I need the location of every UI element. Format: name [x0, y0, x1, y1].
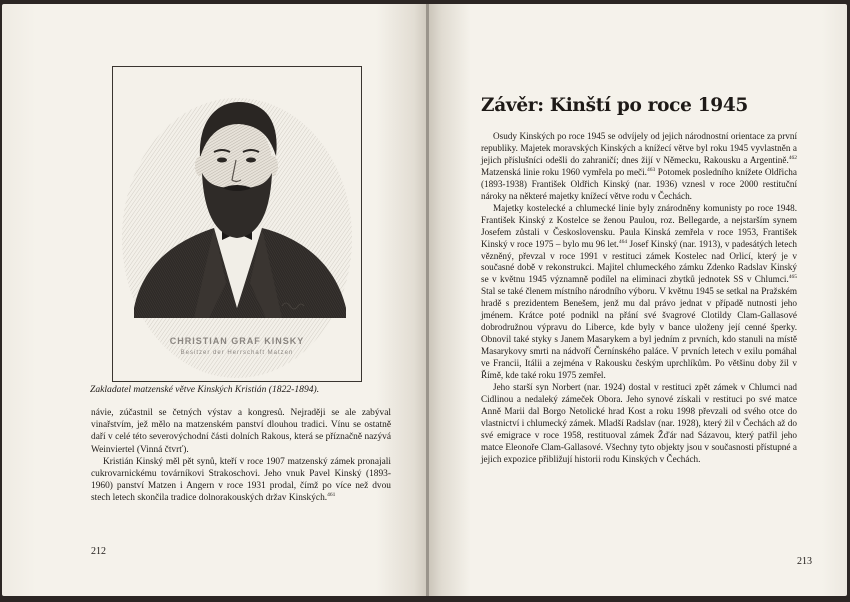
right-page [429, 4, 847, 596]
paragraph-text: Stal se také členem místního národního výboru. V květnu 1945 se setkal na Pražském hradě s prezidentem Benešem, jenž mu dal právo jednat v případě nutnosti jeho jménem. Krátce poté podnikl na přání své švagrové Clotildy Clam-Gallasové dobrodružnou výpravu do Liberce, kde byly v bance uloženy její cenné šperky. Obnovil také styky s Janem Masarykem a byl jedním z prvních, kdo stanuli na místě Masarykovy smrti na nádvoří Černínského paláce. V prvních letech v exilu pomáhal ve Francii, Itálii a zejména v Rakousku českým uprchlíkům. Po většinu doby žil v Římě, kde také roku 1975 zemřel. [481, 286, 797, 381]
footnote-ref: 463 [646, 166, 656, 173]
paragraph-text: Osudy Kinských po roce 1945 se odvíjely od jejich národnostní orientace za první republiky. Majetek moravských Kinských a knížecí větve byl roku 1945 vyvlastněn a jejich příslušníci odešli do zahraničí; dnes žijí v Německu, Rakousku a Argentině. [481, 131, 797, 165]
footnote-ref: 461 [327, 492, 336, 499]
paragraph-text: Potomek posledního knížete Oldřicha (1893-1938) František Oldřich Kinský (nar. 1936) vznesl v roce 2000 restituční nároky na některé majetky knížecí větve rodu v Čechách. [481, 166, 797, 201]
portrait-engraving [114, 68, 360, 380]
paragraph-text: Josef Kinský (nar. 1913), v padesátých letech vězněný, převzal v roce 1991 v restituci zámek Kostelec nad Orlicí, který je v současné době v rekonstrukci. Majitel chlumeckého zámku Zdenko Radslav Kinský se v květnu 1945 významně podílel na eliminaci zbytků jednotek SS v Chlumci. [481, 238, 797, 285]
figure-caption: Zakladatel matzenské větve Kinských Kristián (1822-1894). [90, 384, 320, 395]
paragraph-text: Jeho starší syn Norbert (nar. 1924) dostal v restituci zpět zámek v Chlumci nad Cidlinou a nedaleký zámeček Obora. Jeho synové získali v restituci po své matce Anně Marii dal Borgo Netolické hrad Kost a roku 1998 převzali od svého otce do vlastnictví i chlumecký zámek. Mladší Radslav (nar. 1928), který žil v Čechách až do své emigrace v roce 1958, restituoval zámek Žďár nad Sázavou, který patřil jeho matce Eleonoře Clam-Gallasové. Všechny tyto objekty jsou v současnosti přístupné a jejich expozice přibližují historii rodu Kinských v Čechách. [481, 382, 797, 464]
paragraph: Kristián Kinský měl pět synů, kteří v roce 1907 matzenský zámek pronajali cukrovarnickému továrníkovi Strakoschovi. Jeho vnuk Pavel Kinský (1893-1960) panství Matzen i Angern v roce 1931 prodal, čímž po více než dvou stech letech skončila tradice dolnorakouských držav Kinských.$^{461}$ [91, 456, 391, 504]
portrait-stamp-subtitle: Besitzer der Herrschaft Matzen [180, 350, 294, 356]
paragraph: návie, zúčastnil se četných výstav a kongresů. Nejraději se ale zabýval vinařstvím, jež mělo na matzenském panství dlouhou tradici. Vínu se ostatně daří v celé této severovýchodní části dolních Rakous, která se příznačně nazývá Weinviertel (Vinná čtvrť). [91, 408, 391, 455]
footnote-ref: 462 [788, 154, 797, 161]
footnote-ref: 465 [788, 274, 797, 281]
page-number: 212 [91, 546, 106, 557]
paragraph-text: Majetky kostelecké a chlumecké linie byly znárodněny komunisty po roce 1948. František Kinský z Kostelce se ženou Paulou, roz. Bellegarde, a nejstarším synem Josefem zůstali v Československu. Paula Kinská zemřela v roce 1953, František Kinský v roce 1975 – bylo mu 96 let. [481, 202, 797, 249]
page-number: 213 [797, 556, 812, 567]
footnote-ref: 464 [618, 238, 628, 245]
left-body-text [91, 407, 391, 505]
chapter-heading: Závěr: Kinští po roce 1945 [481, 95, 748, 116]
paragraph [481, 131, 797, 203]
left-page [2, 4, 427, 596]
paragraph-text: Matzenská linie roku 1960 vymřela po meči. [481, 166, 647, 177]
portrait-figure [112, 66, 362, 382]
right-body-text [481, 131, 797, 466]
paragraph [481, 382, 797, 466]
paragraph [481, 203, 797, 382]
portrait-stamp-name: CHRISTIAN GRAF KINSKY [169, 336, 305, 346]
